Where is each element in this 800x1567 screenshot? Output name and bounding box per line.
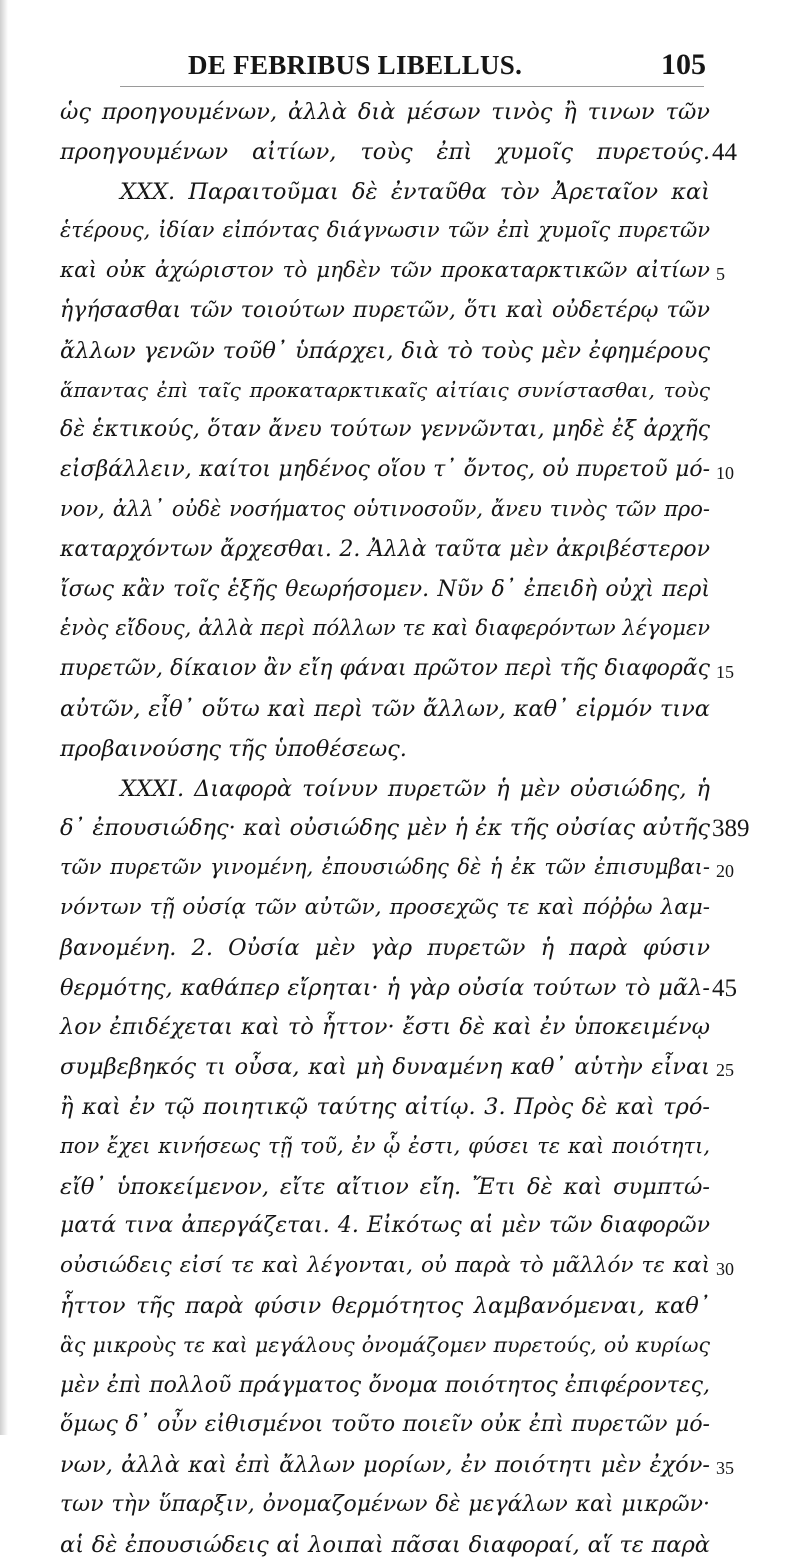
line-text: XXXI. Διαφορὰ τοίνυν πυρετῶν ἡ μὲν οὐσιώδης, ἡ	[120, 775, 710, 802]
line-text: ἡγήσασθαι τῶν τοιούτων πυρετῶν, ὅτι καὶ οὐδετέρῳ τῶν	[60, 297, 710, 323]
text-line	[0, 1090, 800, 1130]
line-text: θερμότης, καθάπερ εἴρηται· ἡ γὰρ οὐσία τούτων τὸ μᾶλ-	[60, 974, 710, 1001]
line-text: αἱ δὲ ἐπουσιώδεις αἱ λοιπαὶ πᾶσαι διαφοραί, αἵ τε παρὰ	[60, 1531, 710, 1558]
greek-text-body	[0, 95, 800, 1567]
line-text: των τὴν ὕπαρξιν, ὀνομαζομένων δὲ μεγάλων καὶ μικρῶν·	[60, 1491, 710, 1517]
text-line	[0, 175, 800, 215]
text-line	[0, 453, 800, 493]
line-text: εἰσβάλλειν, καίτοι μηδένος οἵου τ᾽ ὄντος, οὐ πυρετοῦ μό-	[60, 457, 710, 483]
margin-line-number: 10	[716, 463, 734, 484]
text-line	[0, 971, 800, 1011]
line-text: δὲ ἑκτικούς, ὅταν ἄνευ τούτων γεννῶνται, μηδὲ ἐξ ἀρχῆς	[60, 417, 710, 443]
margin-line-number: 45	[712, 974, 737, 1002]
text-line	[0, 1528, 800, 1567]
margin-line-number: 35	[716, 1458, 734, 1479]
margin-line-number: 5	[716, 264, 725, 285]
line-text: συμβεβηκός τι οὖσα, καὶ μὴ δυναμένη καθ᾽ αὑτὴν εἶναι	[60, 1054, 710, 1081]
margin-line-number: 15	[716, 662, 734, 683]
line-text: πυρετῶν, δίκαιον ἂν εἴη φάναι πρῶτον περὶ τῆς διαφορᾶς	[60, 656, 710, 682]
line-text: καταρχόντων ἄρχεσθαι. 2. Ἀλλὰ ταῦτα μὲν ἀκριβέστερον	[60, 536, 710, 562]
line-text: ὡς προηγουμένων, ἀλλὰ διὰ μέσων τινὸς ἢ τινων τῶν	[60, 99, 710, 125]
text-line	[0, 1010, 800, 1050]
text-line	[0, 573, 800, 613]
text-line	[0, 811, 800, 851]
line-text: προηγουμένων αἰτίων, τοὺς ἐπὶ χυμοῖς πυρετούς.	[60, 138, 710, 165]
text-line	[0, 1289, 800, 1329]
line-text: καὶ οὐκ ἀχώριστον τὸ μηδὲν τῶν προκαταρκτικῶν αἰτίων	[60, 258, 710, 284]
text-line	[0, 612, 800, 652]
line-text: νόντων τῇ οὐσίᾳ τῶν αὐτῶν, προσεχῶς τε καὶ πόῤῥω λαμ-	[60, 894, 710, 920]
text-line	[0, 891, 800, 931]
text-line	[0, 413, 800, 453]
line-text: ἃς μικροὺς τε καὶ μεγάλους ὀνομάζομεν πυρετούς, οὐ κυρίως	[60, 1332, 710, 1357]
text-line	[0, 732, 800, 772]
line-text: μὲν ἐπὶ πολλοῦ πράγματος ὄνομα ποιότητος ἐπιφέροντες,	[60, 1372, 710, 1398]
margin-line-number: 30	[716, 1259, 734, 1280]
text-line	[0, 1209, 800, 1249]
line-text: ἅπαντας ἐπὶ ταῖς προκαταρκτικαῖς αἰτίαις συνίστασθαι, τοὺς	[60, 377, 710, 402]
line-text: οὐσιώδεις εἰσί τε καὶ λέγονται, οὐ παρὰ τὸ μᾶλλόν τε καὶ	[60, 1253, 710, 1279]
text-line	[0, 334, 800, 374]
margin-line-number: 44	[712, 138, 737, 166]
text-line	[0, 1369, 800, 1409]
line-text: εἴθ᾽ ὑποκείμενον, εἴτε αἴτιον εἴη. Ἔτι δὲ καὶ συμπτώ-	[60, 1173, 710, 1200]
text-line	[0, 851, 800, 891]
header-rule	[120, 86, 704, 87]
text-line	[0, 1408, 800, 1448]
line-text: ματά τινα ἀπεργάζεται. 4. Εἰκότως αἱ μὲν τῶν διαφορῶν	[60, 1213, 710, 1239]
text-line	[0, 95, 800, 135]
line-text: πον ἔχει κινήσεως τῇ τοῦ, ἐν ᾧ ἐστι, φύσει τε καὶ ποιότητι,	[60, 1133, 710, 1158]
text-line	[0, 374, 800, 414]
text-line	[0, 652, 800, 692]
running-head-title: DE FEBRIBUS LIBELLUS.	[188, 50, 523, 80]
text-line	[0, 1170, 800, 1210]
line-text: τῶν πυρετῶν γινομένη, ἐπουσιώδης δὲ ἡ ἐκ τῶν ἐπισυμβαι-	[60, 855, 710, 880]
margin-line-number: 389	[712, 815, 750, 843]
text-line	[0, 1329, 800, 1369]
line-text: ἢ καὶ ἐν τῷ ποιητικῷ ταύτης αἰτίῳ. 3. Πρὸς δὲ καὶ τρό-	[60, 1093, 710, 1120]
line-text: αὐτῶν, εἶθ᾽ οὕτω καὶ περὶ τῶν ἄλλων, καθ᾽ εἱρμόν τινα	[60, 695, 710, 722]
line-text: ἑνὸς εἴδους, ἀλλὰ περὶ πόλλων τε καὶ διαφερόντων λέγομεν	[60, 616, 710, 641]
text-line	[0, 493, 800, 533]
line-text: ἑτέρους, ἰδίαν εἰπόντας διάγνωσιν τῶν ἐπὶ χυμοῖς πυρετῶν	[60, 218, 710, 243]
text-line	[0, 1488, 800, 1528]
text-line	[0, 931, 800, 971]
line-text: ἴσως κἂν τοῖς ἑξῆς θεωρήσομεν. Νῦν δ᾽ ἐπειδὴ οὐχὶ περὶ	[60, 576, 710, 602]
line-text: ὅμως δ᾽ οὖν εἰθισμένοι τοῦτο ποιεῖν οὐκ ἐπὶ πυρετῶν μό-	[60, 1412, 710, 1438]
text-line	[0, 533, 800, 573]
text-line	[0, 772, 800, 812]
text-line	[0, 1130, 800, 1170]
line-text: δ᾽ ἐπουσιώδης· καὶ οὐσιώδης μὲν ἡ ἐκ τῆς οὐσίας αὐτῆς	[60, 815, 710, 842]
text-line	[0, 1448, 800, 1488]
line-text: ἧττον τῆς παρὰ φύσιν θερμότητος λαμβανόμεναι, καθ᾽	[60, 1292, 710, 1319]
margin-line-number: 20	[716, 861, 734, 882]
line-text: λον ἐπιδέχεται καὶ τὸ ἧττον· ἔστι δὲ καὶ ἐν ὑποκειμένῳ	[60, 1014, 710, 1041]
line-text: βανομένη. 2. Οὐσία μὲν γὰρ πυρετῶν ἡ παρὰ φύσιν	[60, 934, 710, 961]
line-text: ἄλλων γενῶν τοῦθ᾽ ὑπάρχει, διὰ τὸ τοὺς μὲν ἐφημέρους	[60, 337, 710, 364]
line-text: νων, ἀλλὰ καὶ ἐπὶ ἄλλων μορίων, ἐν ποιότητι μὲν ἐχόν-	[60, 1452, 710, 1479]
line-text: XXX. Παραιτοῦμαι δὲ ἐνταῦθα τὸν Ἀρεταῖον καὶ	[120, 178, 710, 205]
text-line	[0, 1050, 800, 1090]
margin-line-number: 25	[716, 1060, 734, 1081]
text-line	[0, 254, 800, 294]
text-line	[0, 214, 800, 254]
line-text: προβαινούσης τῆς ὑποθέσεως.	[60, 735, 407, 762]
line-text: νον, ἀλλ᾽ οὐδὲ νοσήματος οὑτινοσοῦν, ἄνευ τινὸς τῶν προ-	[60, 496, 710, 521]
text-line	[0, 1249, 800, 1289]
text-line	[0, 294, 800, 334]
text-line	[0, 135, 800, 175]
page-number: 105	[661, 48, 706, 81]
text-line	[0, 692, 800, 732]
running-header	[0, 44, 800, 88]
